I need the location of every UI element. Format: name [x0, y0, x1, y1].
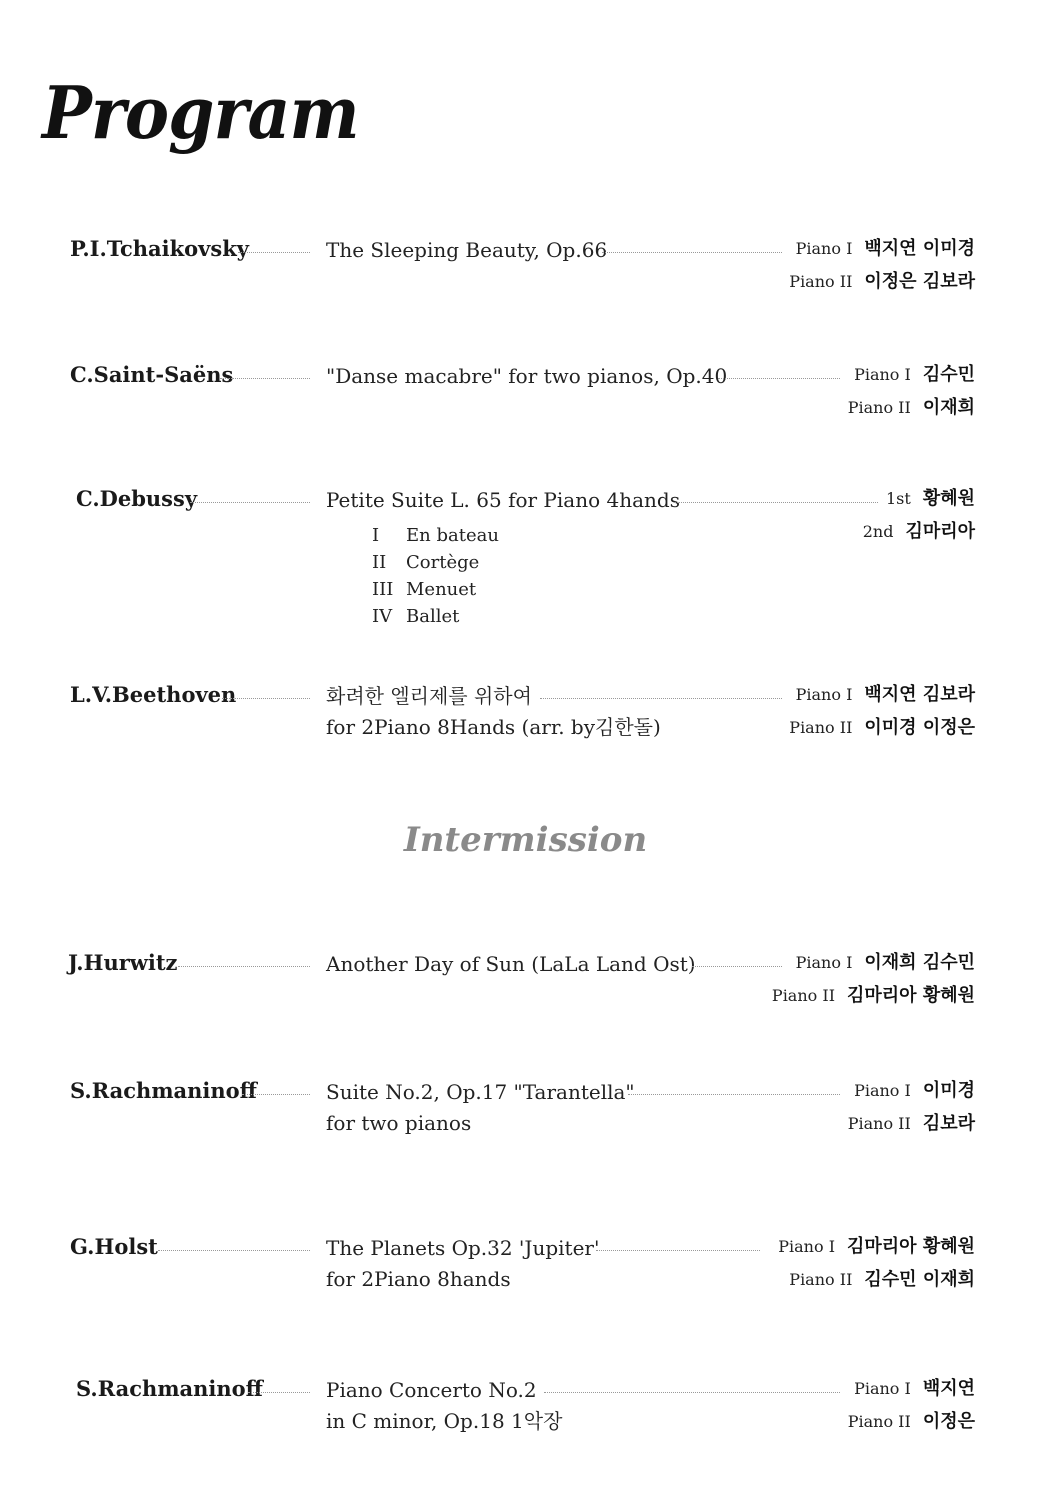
leader-dots — [692, 966, 782, 967]
composer-name: G.Holst — [70, 1234, 158, 1259]
leader-dots — [158, 1250, 310, 1251]
performer-row: Piano I 백지연 이미경 — [795, 238, 975, 259]
movement-list — [372, 522, 499, 630]
movement: II Cortège — [372, 552, 480, 573]
performers — [772, 949, 975, 1009]
composer-name: L.V.Beethoven — [70, 682, 237, 707]
leader-dots — [718, 378, 840, 379]
movement: III Menuet — [372, 579, 477, 600]
leader-dots — [222, 698, 310, 699]
intermission-heading: Intermission — [403, 820, 648, 860]
leader-dots — [220, 378, 310, 379]
performer-row: Piano I 이재희 김수민 — [795, 952, 975, 973]
performer-row: Piano I 김마리아 황혜원 — [778, 1236, 975, 1257]
performer-row: Piano I 이미경 — [854, 1080, 975, 1101]
composer-name: C.Saint-Saëns — [70, 362, 234, 387]
performer-row: Piano II 이정은 — [847, 1411, 975, 1432]
performer-row: 1st 황혜원 — [886, 488, 975, 509]
movement: IV Ballet — [372, 606, 460, 627]
leader-dots — [628, 1094, 840, 1095]
leader-dots — [242, 1094, 310, 1095]
performer-row: 2nd 김마리아 — [862, 521, 975, 542]
work-title: Piano Concerto No.2 in C minor, Op.18 1악장 — [326, 1378, 563, 1433]
composer-name: S.Rachmaninoff — [76, 1376, 263, 1401]
work-title: Petite Suite L. 65 for Piano 4hands — [326, 488, 680, 512]
leader-dots — [540, 698, 782, 699]
movement: I En bateau — [372, 525, 499, 546]
page-title: Program — [42, 70, 359, 155]
work-title: "Danse macabre" for two pianos, Op.40 — [326, 364, 728, 388]
leader-dots — [238, 252, 310, 253]
work-title: The Planets Op.32 'Jupiter' for 2Piano 8hands — [326, 1236, 600, 1291]
performers — [789, 681, 975, 741]
work-title: 화려한 엘리제를 위하여 for 2Piano 8Hands (arr. by김한돌) — [326, 684, 661, 739]
leader-dots — [190, 502, 310, 503]
performer-row: Piano II 김수민 이재희 — [789, 1269, 975, 1290]
performers — [848, 1077, 975, 1137]
leader-dots — [544, 1392, 840, 1393]
leader-dots — [178, 966, 310, 967]
performer-row: Piano II 김보라 — [847, 1113, 975, 1134]
performers — [848, 1375, 975, 1435]
leader-dots — [248, 1392, 310, 1393]
performers — [789, 235, 975, 295]
performer-row: Piano II 이재희 — [847, 397, 975, 418]
performer-row: Piano I 백지연 — [854, 1378, 975, 1399]
performer-row: Piano I 백지연 김보라 — [795, 684, 975, 705]
composer-name: S.Rachmaninoff — [70, 1078, 257, 1103]
performer-row: Piano II 김마리아 황혜원 — [771, 985, 975, 1006]
composer-name: P.I.Tchaikovsky — [70, 236, 249, 261]
work-title: The Sleeping Beauty, Op.66 — [326, 238, 608, 262]
leader-dots — [674, 502, 878, 503]
leader-dots — [596, 1250, 760, 1251]
performer-row: Piano I 김수민 — [854, 364, 975, 385]
performers — [863, 485, 975, 545]
performer-row: Piano II 이미경 이정은 — [789, 717, 975, 738]
performers — [848, 361, 975, 421]
performer-row: Piano II 이정은 김보라 — [789, 271, 975, 292]
work-title: Suite No.2, Op.17 "Tarantella" for two pianos — [326, 1080, 635, 1135]
composer-name: J.Hurwitz — [68, 950, 178, 975]
composer-name: C.Debussy — [76, 486, 198, 511]
leader-dots — [602, 252, 782, 253]
performers — [778, 1233, 975, 1293]
work-title: Another Day of Sun (LaLa Land Ost) — [326, 952, 696, 976]
